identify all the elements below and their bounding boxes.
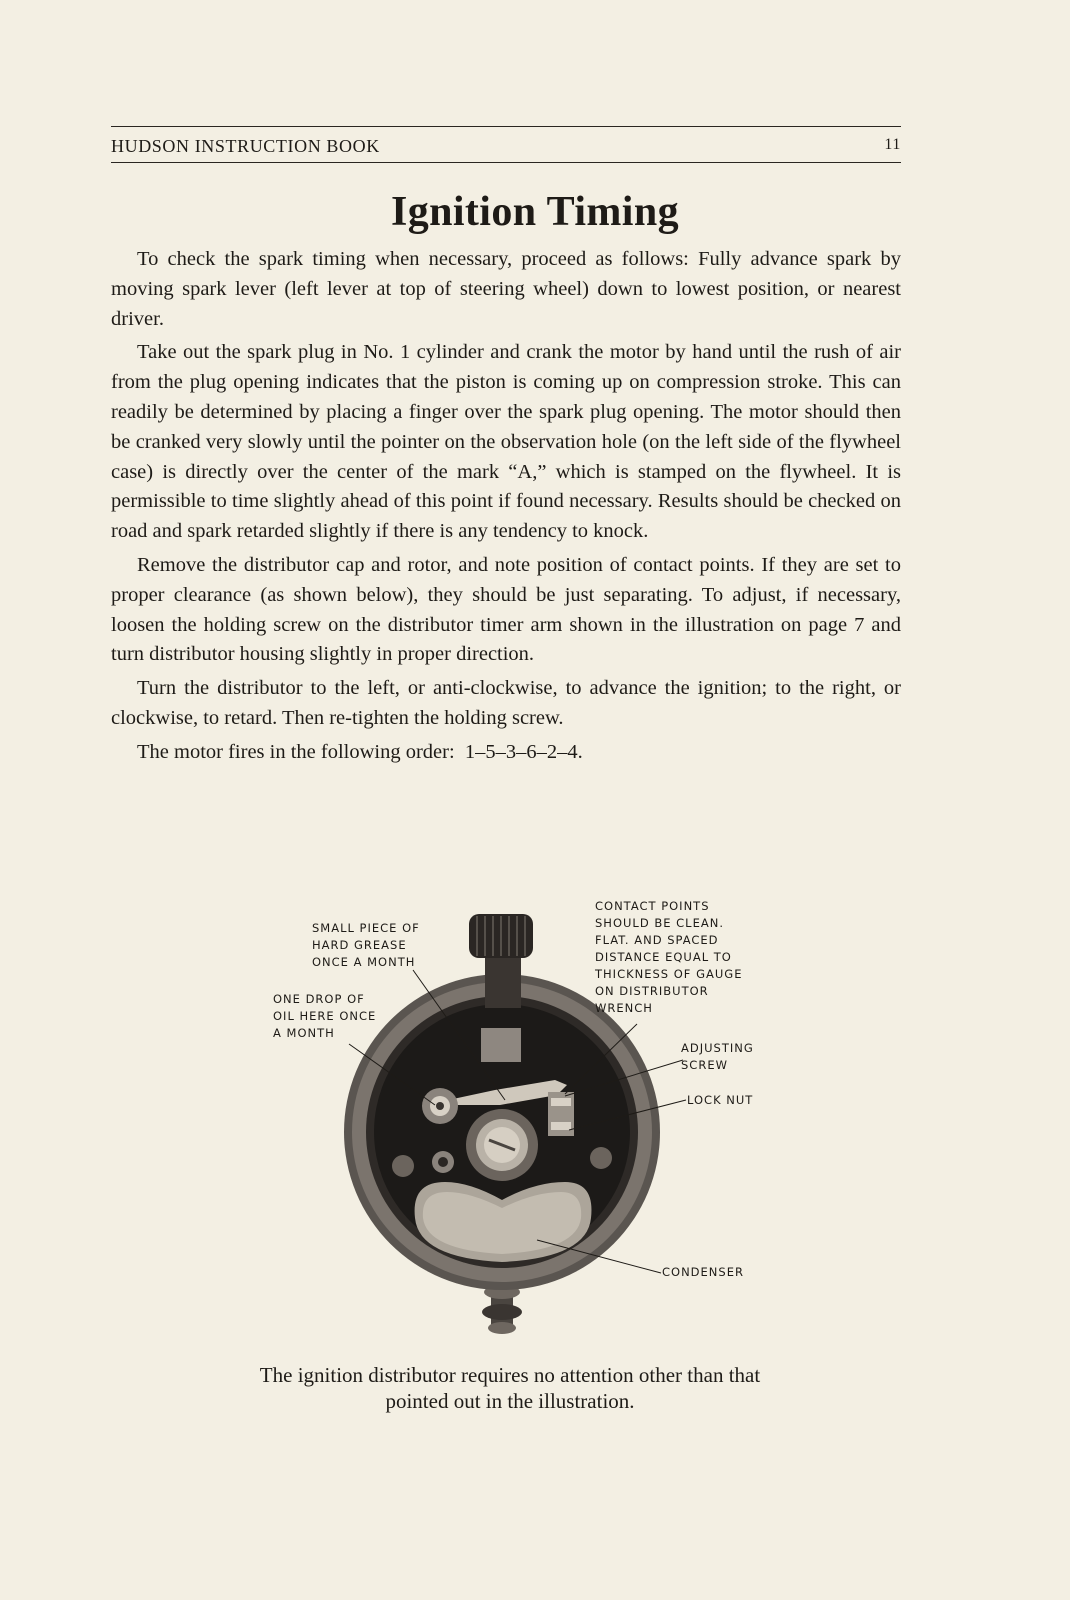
figure-caption [0,1362,1020,1414]
callout-contact-points: CONTACT POINTS SHOULD BE CLEAN. FLAT. AND SPACED DISTANCE EQUAL TO THICKNESS OF GAUGE ON DISTRIBUTOR WRENCH [595,899,743,1015]
paragraph: Remove the distributor cap and rotor, and note position of contact points. If they are set to proper clearance (as shown below), they should be just separating. To adjust, if necessary, loosen the holding screw on the distributor timer arm shown in the illustration on page 7 and turn distributor housing slightly in proper direction. [111,553,901,666]
oil-cup [481,1028,521,1062]
paragraph: Turn the distributor to the left, or anti-clockwise, to advance the ignition; to the right, or clockwise, to retard. Then re-tighten the holding screw. [111,677,901,729]
caption-text: The ignition distributor requires no attention other than that pointed out in the illustration. [259,1363,761,1413]
distributor-illustration [265,900,805,1360]
page-number: 11 [884,136,901,153]
running-title: HUDSON INSTRUCTION BOOK [111,136,380,156]
firing-order-line [111,738,901,768]
firing-order-value: 1–5–3–6–2–4. [464,740,583,763]
callout-lock-nut: LOCK NUT [687,1093,754,1107]
paragraph: To check the spark timing when necessary, proceed as follows: Fully advance spark by moving spark lever (left lever at top of steering wheel) down to lowest position, or nearest driver. [111,248,901,330]
body-text [111,245,901,772]
header-bottom-rule [111,162,901,163]
paragraph: Take out the spark plug in No. 1 cylinder and crank the motor by hand until the rush of air from the plug opening indicates that the piston is coming up on compression stroke. This can readily be determined by placing a finger over the spark plug opening. The motor should then be cranked very slowly until the pointer on the observation hole (on the left side of the flywheel case) is directly over the center of the mark “A,” which is stamped on the flywheel. It is permissible to time slightly ahead of this point if found necessary. Results should be checked on road and spark retarded slightly if there is any tendency to knock. [111,341,901,543]
page-title: Ignition Timing [390,189,680,235]
running-header [111,136,901,157]
callout-grease: SMALL PIECE OF HARD GREASE ONCE A MONTH [312,921,420,969]
callout-oil: ONE DROP OF OIL HERE ONCE A MONTH [273,992,377,1040]
firing-order-label: The motor fires in the following order: [137,740,455,763]
header-top-rule [111,126,901,127]
callout-adjusting-screw: ADJUSTING SCREW [681,1041,754,1072]
callout-condenser: CONDENSER [662,1265,744,1279]
